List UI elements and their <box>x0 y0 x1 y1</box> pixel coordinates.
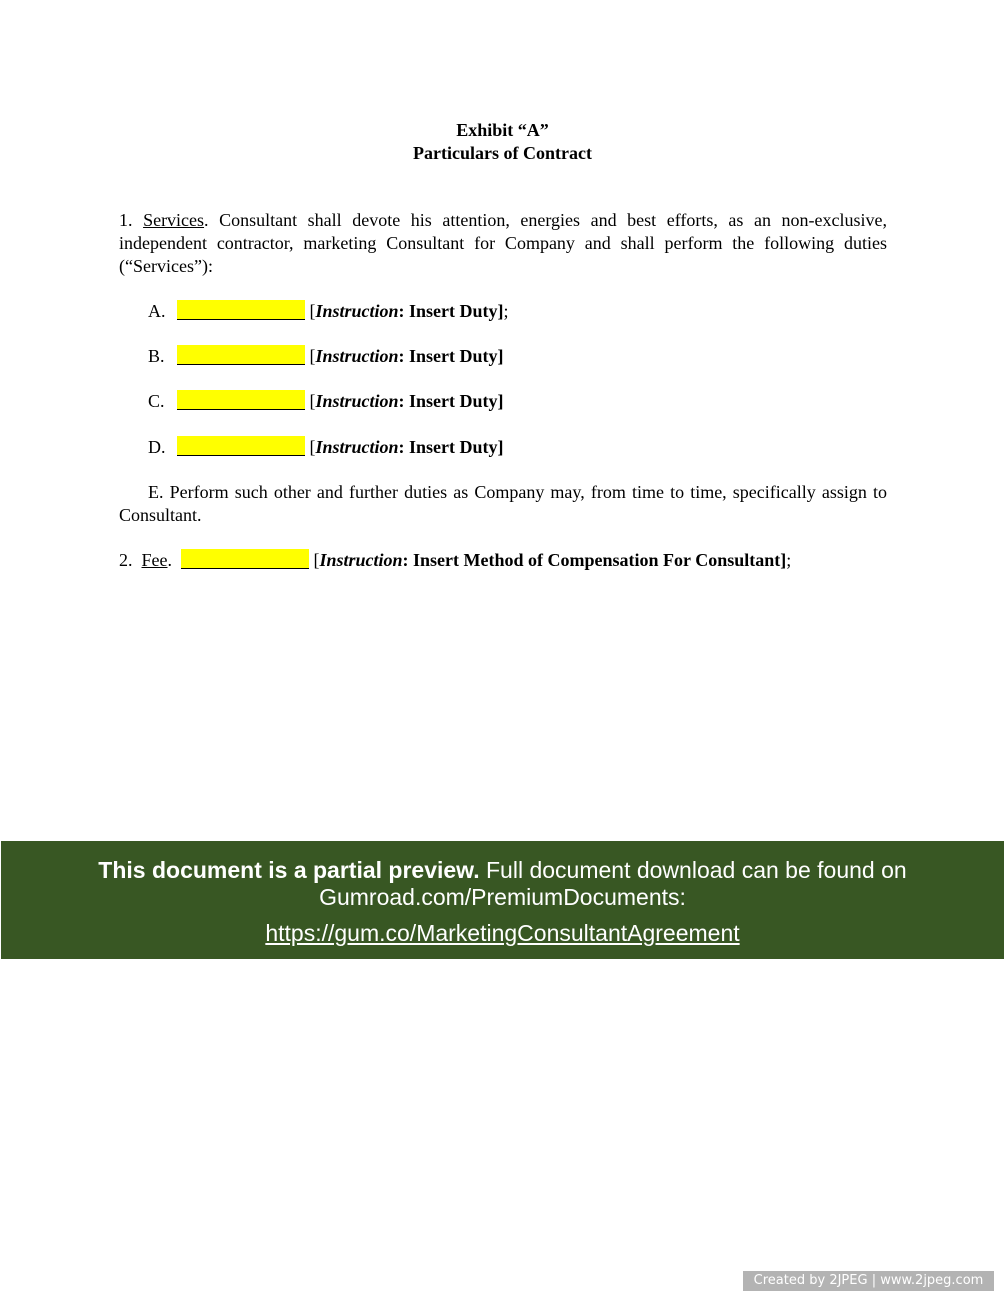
instruction-text: : Insert Duty <box>398 301 498 321</box>
instruction-label: Instruction <box>315 391 399 411</box>
watermark-badge: Created by 2JPEG | www.2jpeg.com <box>743 1271 994 1291</box>
preview-banner <box>1 841 1004 959</box>
duty-item: C. [Instruction: Insert Duty] <box>148 391 504 411</box>
instruction-label: Instruction <box>315 437 399 457</box>
services-number: 1. <box>119 210 133 230</box>
banner-message <box>1 857 1004 911</box>
duty-item: D. [Instruction: Insert Duty] <box>148 437 504 457</box>
instruction-text: : Insert Duty <box>398 391 498 411</box>
services-heading: Services <box>143 210 205 230</box>
duty-e-paragraph: E. Perform such other and further duties as Company may, from time to time, specifically assign to Consultant. <box>119 482 887 525</box>
duty-blank-field[interactable] <box>177 300 305 320</box>
instruction-label: Instruction <box>315 301 399 321</box>
services-text: . Consultant shall devote his attention, energies and best efforts, as an non-exclusive, independent contractor, marketing Consultant for Company and shall perform the following duties (“Services”): <box>119 210 887 276</box>
duty-letter: C. <box>148 391 165 411</box>
exhibit-title: Exhibit “A” <box>456 120 549 140</box>
instruction-text: : Insert Duty <box>398 346 498 366</box>
banner-bold-text: This document is a partial preview. <box>98 857 480 883</box>
duty-blank-field[interactable] <box>177 390 305 410</box>
duty-blank-field[interactable] <box>177 436 305 456</box>
fee-number: 2. <box>119 550 133 570</box>
instruction-label: Instruction <box>319 550 403 570</box>
document-subtitle: Particulars of Contract <box>413 143 592 163</box>
fee-heading: Fee <box>141 550 168 570</box>
duty-blank-field[interactable] <box>177 345 305 365</box>
duty-letter: D. <box>148 437 166 457</box>
duty-letter: B. <box>148 346 165 366</box>
fee-blank-field[interactable] <box>181 549 309 569</box>
fee-paragraph: 2. Fee. [Instruction: Insert Method of Compensation For Consultant]; <box>119 550 792 570</box>
duty-letter: A. <box>148 301 166 321</box>
download-link[interactable]: https://gum.co/MarketingConsultantAgreement <box>265 920 740 946</box>
duty-item: A. [Instruction: Insert Duty]; <box>148 301 509 321</box>
instruction-label: Instruction <box>315 346 399 366</box>
banner-text: Full document download can be found on Gumroad.com/PremiumDocuments: <box>319 857 907 910</box>
services-paragraph <box>119 209 887 278</box>
duty-item: B. [Instruction: Insert Duty] <box>148 346 504 366</box>
instruction-text: : Insert Duty <box>398 437 498 457</box>
instruction-text: : Insert Method of Compensation For Consultant <box>402 550 781 570</box>
